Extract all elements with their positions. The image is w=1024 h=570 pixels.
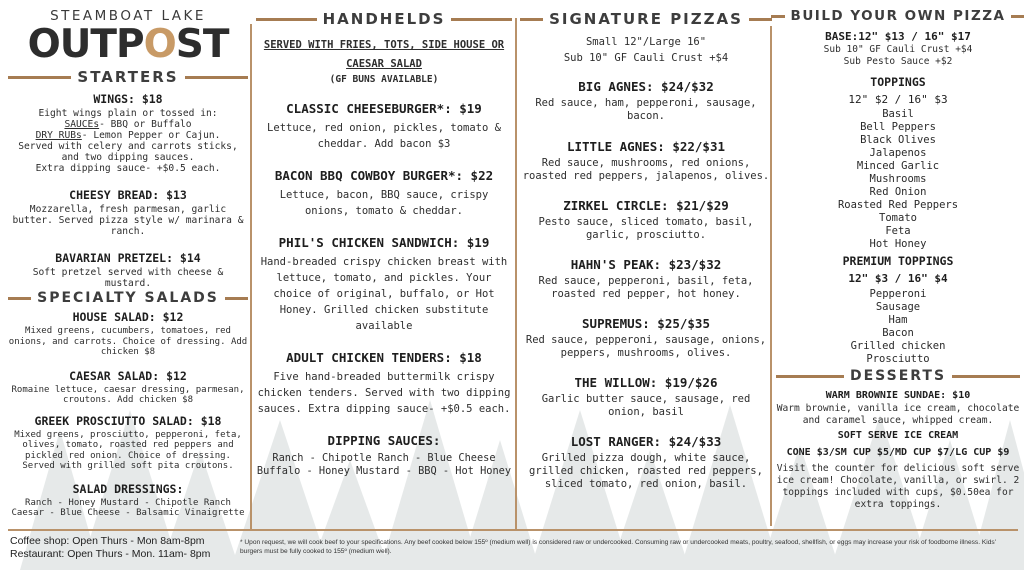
pizza-title: SUPREMUS: $25/$35 <box>582 316 710 331</box>
starters-salads-column <box>8 0 248 519</box>
food-safety-note: * Upon request, we will cook beef to your specifications. Any beef cooked below 155º (medium well) is considered raw or undercooked. Consuming raw or undercooked meats, poultry, seafood, shellfish, or eggs may increase your risk of foodborne illness. Kids' burgers must be fully cooked to 155º (medium well). <box>240 539 996 555</box>
restaurant-hours: Restaurant: Open Thurs - Mon. 11am- 8pm <box>10 548 211 560</box>
premium-toppings-price: 12" $3 / 16" $4 <box>848 272 948 285</box>
gf-buns-note: (GF BUNS AVAILABLE) <box>329 74 439 85</box>
topping-item: Mushrooms <box>869 173 927 185</box>
byo-sub-crust: Sub 10" GF Cauli Crust +$4 <box>823 44 973 55</box>
topping-item: Roasted Red Peppers <box>837 199 959 211</box>
wings-desc: Eight wings plain or tossed in: SAUCEs- BBQ or Buffalo DRY RUBs- Lemon Pepper or Cajun. Served with celery and carrots sticks, and two dipping sauces. Extra dipping sauce- +$0.5 each. <box>18 108 238 174</box>
footer-divider <box>8 529 1018 531</box>
handheld-desc: Five hand-breaded buttermilk crispy chicken tenders. Served with two dipping sauces. Extra dipping sauce- +$0.5 each. <box>257 371 511 415</box>
brand-tagline: STEAMBOAT LAKE <box>50 8 206 24</box>
pizzas-heading: SIGNATURE PIZZAS <box>520 10 772 28</box>
topping-item: Feta <box>885 225 911 237</box>
greek-salad-title: GREEK PROSCIUTTO SALAD: $18 <box>34 413 222 428</box>
pizza-title: LOST RANGER: $24/$33 <box>570 434 722 449</box>
sundae-title: WARM BROWNIE SUNDAE: $10 <box>825 390 971 401</box>
pizza-title: THE WILLOW: $19/$26 <box>574 375 718 390</box>
dressings-desc: Ranch - Honey Mustard - Chipotle Ranch Caesar - Blue Cheese - Balsamic Vinaigrette <box>11 497 245 518</box>
salads-heading: SPECIALTY SALADS <box>8 290 248 306</box>
sundae-desc: Warm brownie, vanilla ice cream, chocolate and caramel sauce, whipped cream. <box>776 403 1020 426</box>
handheld-desc: Lettuce, bacon, BBQ sauce, crispy onions, tomato & cheddar. <box>279 189 489 217</box>
handhelds-heading: HANDHELDS <box>256 10 512 28</box>
handheld-title: ADULT CHICKEN TENDERS: $18 <box>286 350 482 365</box>
handheld-title: PHIL'S CHICKEN SANDWICH: $19 <box>278 235 490 250</box>
premium-topping-item: Bacon <box>882 327 914 339</box>
caesar-salad-desc: Romaine lettuce, caesar dressing, parmesan, croutons. Add chicken $8 <box>11 384 245 405</box>
caesar-salad-title: CAESAR SALAD: $12 <box>69 368 187 383</box>
pretzel-title: BAVARIAN PRETZEL: $14 <box>55 251 201 265</box>
toppings-price: 12" $2 / 16" $3 <box>848 93 948 106</box>
soft-serve-prices: CONE $3/SM CUP $5/MD CUP $7/LG CUP $9 <box>786 447 1010 458</box>
cheesy-bread-title: CHEESY BREAD: $13 <box>69 188 187 202</box>
starters-heading: STARTERS <box>8 68 248 86</box>
premium-topping-item: Grilled chicken <box>850 340 946 352</box>
toppings-title: TOPPINGS <box>870 75 926 89</box>
handhelds-intro: SERVED WITH FRIES, TOTS, SIDE HOUSE OR CAESAR SALAD <box>263 39 505 70</box>
hours <box>10 535 210 561</box>
brand-logo: OUTPOST <box>27 22 229 67</box>
pizza-title: HAHN'S PEAK: $23/$32 <box>570 257 722 272</box>
greek-salad-desc: Mixed greens, prosciutto, pepperoni, feta, olives, tomato, roasted red peppers and pickled red onion. Choice of dressing. Served with grilled soft pita croutons. <box>14 429 242 471</box>
coffee-hours: Coffee shop: Open Thurs - Mon 8am-8pm <box>10 535 205 547</box>
pizza-desc: Garlic butter sauce, sausage, red onion, basil <box>541 393 751 418</box>
soft-serve-title: SOFT SERVE ICE CREAM <box>837 430 959 441</box>
handheld-desc: Hand-breaded crispy chicken breast with lettuce, tomato, and pickles. Your choice of original, buffalo, or Hot Honey. Grilled chicken substitute available <box>260 256 508 332</box>
column-divider <box>515 18 517 529</box>
soft-serve-desc: Visit the counter for delicious soft serve ice cream! Chocolate, vanilla, or swirl. 2 toppings included with cups, $0.50ea for extra toppings. <box>776 463 1020 510</box>
pizza-desc: Pesto sauce, sliced tomato, basil, garlic, prosciutto. <box>538 216 754 241</box>
house-salad-title: HOUSE SALAD: $12 <box>72 310 184 324</box>
pizza-desc: Red sauce, pepperoni, sausage, onions, peppers, mushrooms, olives. <box>525 334 767 359</box>
pizza-title: LITTLE AGNES: $22/$31 <box>566 139 726 154</box>
house-salad-desc: Mixed greens, cucumbers, tomatoes, red onions, and carrots. Choice of dressing. Add chicken $8 <box>8 326 248 357</box>
premium-toppings-list <box>776 288 1020 366</box>
handheld-title: CLASSIC CHEESEBURGER*: $19 <box>286 101 482 116</box>
toppings-list <box>776 108 1020 251</box>
pizza-desc: Grilled pizza dough, white sauce, grilled chicken, roasted red peppers, sliced tomato, red onion, basil. <box>529 452 763 490</box>
pizza-title: ZIRKEL CIRCLE: $21/$29 <box>563 198 729 213</box>
byo-base: BASE:12" $13 / 16" $17 <box>825 30 971 43</box>
dipping-sauces-title: DIPPING SAUCES: <box>327 433 441 448</box>
byo-sub-pesto: Sub Pesto Sauce +$2 <box>843 56 953 67</box>
desserts-heading: DESSERTS <box>776 368 1020 384</box>
topping-item: Tomato <box>879 212 917 224</box>
handheld-desc: Lettuce, red onion, pickles, tomato & cheddar. Add bacon $3 <box>267 122 501 150</box>
topping-item: Red Onion <box>869 186 927 198</box>
byo-desserts-column <box>776 0 1020 511</box>
premium-topping-item: Pepperoni <box>869 288 927 300</box>
signature-pizzas-column <box>520 0 772 491</box>
premium-topping-item: Ham <box>888 314 908 326</box>
pizza-sub-line: Sub 10" GF Cauli Crust +$4 <box>563 52 729 64</box>
pretzel-desc: Soft pretzel served with cheese & mustard. <box>32 267 224 289</box>
cheesy-bread-desc: Mozzarella, fresh parmesan, garlic butter. Served pizza style w/ marinara & ranch. <box>12 204 244 237</box>
handhelds-column <box>256 0 512 478</box>
handheld-title: BACON BBQ COWBOY BURGER*: $22 <box>274 168 494 183</box>
topping-item: Black Olives <box>860 134 936 146</box>
pizza-desc: Red sauce, pepperoni, basil, feta, roasted red pepper, hot honey. <box>538 275 754 300</box>
pizza-title: BIG AGNES: $24/$32 <box>578 79 714 94</box>
topping-item: Basil <box>882 108 914 120</box>
topping-item: Jalapenos <box>869 147 927 159</box>
premium-topping-item: Sausage <box>875 301 921 313</box>
column-divider <box>250 24 252 530</box>
pizza-size-line: Small 12"/Large 16" <box>585 36 707 48</box>
byo-heading: BUILD YOUR OWN PIZZA <box>776 8 1020 24</box>
topping-item: Hot Honey <box>869 238 927 250</box>
pizza-desc: Red sauce, ham, pepperoni, sausage, bacon. <box>535 97 757 122</box>
premium-toppings-title: PREMIUM TOPPINGS <box>842 254 954 268</box>
wings-title: WINGS: $18 <box>93 92 163 106</box>
topping-item: Bell Peppers <box>860 121 936 133</box>
topping-item: Minced Garlic <box>856 160 940 172</box>
dressings-title: SALAD DRESSINGS: <box>72 481 184 496</box>
pizza-desc: Red sauce, mushrooms, red onions, roasted red peppers, jalapenos, olives. <box>522 157 770 182</box>
dipping-sauces-desc: Ranch - Chipotle Ranch - Blue Cheese Buffalo - Honey Mustard - BBQ - Hot Honey <box>256 452 512 477</box>
premium-topping-item: Prosciutto <box>866 353 930 365</box>
